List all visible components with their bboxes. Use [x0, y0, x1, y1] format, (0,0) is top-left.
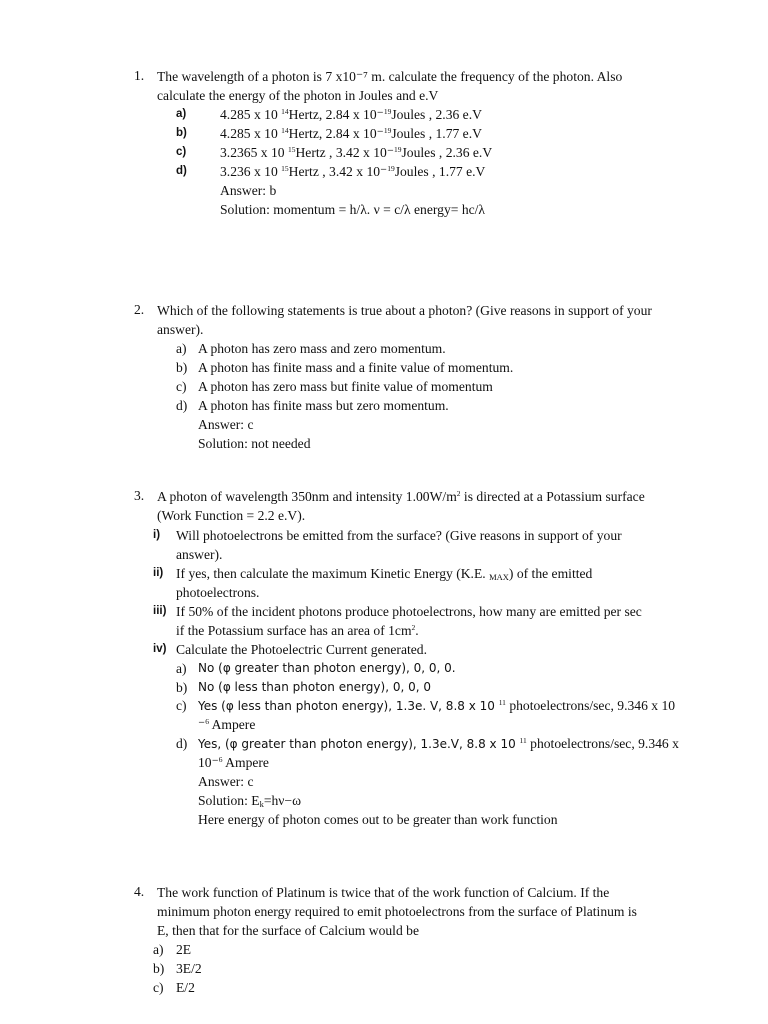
part-label: i)	[153, 529, 161, 541]
option-label: d)	[176, 165, 187, 177]
solution-text: Solution: $E_k=h\nu-\omega$	[198, 793, 302, 809]
question-text: (Work Function = 2.2 e.V).	[157, 508, 306, 523]
question-text: E, then that for the surface of Calcium would be	[157, 923, 419, 938]
part-text: Will photoelectrons be emitted from the surface? (Give reasons in support of your	[176, 528, 622, 543]
option-text: No (φ greater than photon energy), 0, 0, 0.	[198, 661, 456, 675]
question-number: 1.	[134, 68, 145, 83]
question-text: A photon of wavelength 350nm and intensity $1.00W/m^2$ is directed at a Potassium surface	[157, 489, 645, 504]
option-label: a)	[176, 108, 187, 120]
option-text: 2E	[176, 942, 192, 957]
option-label: c)	[176, 146, 187, 158]
option-text: 4.285 x 10 $^{14}$Hertz, 2.84 x 10⁻$^{19}$Joules , 1.77 e.V	[220, 126, 482, 141]
part-text: photoelectrons.	[176, 585, 260, 600]
part-text: answer).	[176, 547, 223, 562]
option-text: 3E/2	[176, 961, 202, 976]
option-text: A photon has finite mass and a finite value of momentum.	[198, 360, 514, 375]
option-text: A photon has zero mass but finite value of momentum	[198, 379, 493, 394]
option-text: A photon has finite mass but zero momentum.	[198, 398, 449, 413]
option-text: Yes (φ less than photon energy), 1.3e. V, 8.8 x 10 $^{11}$ photoelectrons/sec, 9.346 x 10	[198, 698, 676, 713]
option-text: Yes, (φ greater than photon energy), 1.3e.V, 8.8 x 10 $^{11}$ photoelectrons/sec, 9.346 x	[198, 736, 679, 751]
option-text: ⁻$^6$ Ampere	[198, 717, 256, 732]
solution-text: Solution: not needed	[198, 436, 311, 451]
option-text: 3.2365 x 10 $^{15}$Hertz , 3.42 x 10⁻$^{19}$Joules , 2.36 e.V	[220, 145, 493, 160]
part-label: iv)	[153, 643, 167, 655]
option-label: a)	[176, 661, 187, 676]
question-text: minimum photon energy required to emit photoelectrons from the surface of Platinum is	[157, 904, 637, 919]
option-label: b)	[176, 127, 187, 139]
option-text: 4.285 x 10 $^{14}$Hertz, 2.84 x 10⁻$^{19}$Joules , 2.36 e.V	[220, 107, 482, 122]
question-number: 4.	[134, 884, 145, 899]
option-text: 3.236 x 10 $^{15}$Hertz , 3.42 x 10⁻$^{19}$Joules , 1.77 e.V	[220, 164, 486, 179]
part-label: iii)	[153, 605, 167, 617]
option-label: a)	[153, 942, 164, 957]
solution-note: Here energy of photon comes out to be greater than work function	[198, 812, 558, 827]
answer-text: Answer: c	[198, 774, 254, 789]
option-label: b)	[153, 961, 165, 976]
part-label: ii)	[153, 567, 164, 579]
part-text: if the Potassium surface has an area of $1cm^2$.	[176, 623, 419, 638]
option-label: c)	[153, 980, 164, 995]
part-text: If 50% of the incident photons produce photoelectrons, how many are emitted per sec	[176, 604, 642, 619]
answer-text: Answer: c	[198, 417, 254, 432]
part-text: Calculate the Photoelectric Current generated.	[176, 642, 427, 657]
option-label: d)	[176, 736, 188, 751]
option-label: c)	[176, 379, 187, 394]
question-text: calculate the energy of the photon in Joules and e.V	[157, 88, 439, 103]
option-text: 10⁻$^6$ Ampere	[198, 755, 269, 770]
answer-text: Answer: b	[220, 183, 277, 198]
option-label: a)	[176, 341, 187, 356]
solution-text: Solution: momentum = h/λ. ν = c/λ energy= hc/λ	[220, 202, 486, 217]
question-text: Which of the following statements is true about a photon? (Give reasons in support of your	[157, 303, 652, 318]
question-text: The wavelength of a photon is 7 x10⁻⁷ m. calculate the frequency of the photon. Also	[157, 69, 623, 84]
question-number: 2.	[134, 302, 145, 317]
question-text: answer).	[157, 322, 204, 337]
option-label: b)	[176, 680, 188, 695]
option-label: d)	[176, 398, 188, 413]
question-number: 3.	[134, 488, 145, 503]
option-label: b)	[176, 360, 188, 375]
option-text: No (φ less than photon energy), 0, 0, 0	[198, 680, 431, 694]
question-text: The work function of Platinum is twice that of the work function of Calcium. If the	[157, 885, 610, 900]
option-text: E/2	[176, 980, 195, 995]
option-text: A photon has zero mass and zero momentum.	[198, 341, 446, 356]
option-label: c)	[176, 698, 187, 713]
part-text: If yes, then calculate the maximum Kinetic Energy (K.E. $_{MAX}$) of the emitted	[176, 566, 593, 582]
